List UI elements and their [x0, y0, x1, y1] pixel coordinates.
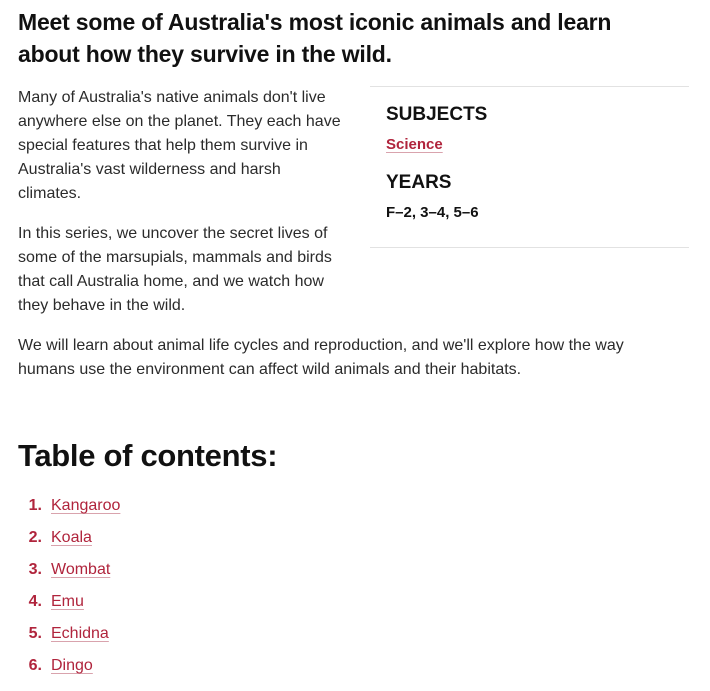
toc-number: 1. [28, 497, 42, 514]
toc-item-emu [18, 590, 120, 622]
toc-item-kangaroo [18, 494, 120, 526]
intro-column [18, 86, 348, 334]
toc-number: 3. [28, 561, 42, 578]
page-headline: Meet some of Australia's most iconic animals and learn about how they survive in the wild. [18, 9, 612, 67]
toc-link-emu[interactable]: Emu [51, 593, 84, 610]
toc-list [18, 494, 120, 686]
toc-item-dingo [18, 654, 120, 686]
intro-paragraph-2: In this series, we uncover the secret lives of some of the marsupials, mammals and birds that call Australia home, and we watch how they behave in the wild. [18, 225, 332, 314]
toc-item-wombat [18, 558, 120, 590]
toc-item-echidna [18, 622, 120, 654]
toc-link-dingo[interactable]: Dingo [51, 657, 93, 674]
subject-link-science[interactable]: Science [386, 136, 443, 153]
intro-paragraph-3: We will learn about animal life cycles and reproduction, and we'll explore how the way humans use the environment can affect wild animals and their habitats. [18, 337, 624, 378]
intro-paragraph-1: Many of Australia's native animals don't live anywhere else on the planet. They each have special features that help them survive in Australia's vast wilderness and harsh climates. [18, 89, 341, 202]
toc-link-wombat[interactable]: Wombat [51, 561, 111, 578]
years-value: F–2, 3–4, 5–6 [386, 204, 479, 221]
subjects-heading: SUBJECTS [386, 104, 488, 125]
years-heading: YEARS [386, 172, 452, 193]
toc-number: 2. [28, 529, 42, 546]
toc-number: 4. [28, 593, 42, 610]
toc-number: 5. [28, 625, 42, 642]
toc-title: Table of contents: [18, 438, 278, 473]
toc-item-koala [18, 526, 120, 558]
toc-link-kangaroo[interactable]: Kangaroo [51, 497, 121, 514]
toc-number: 6. [28, 657, 42, 674]
toc-link-koala[interactable]: Koala [51, 529, 92, 546]
toc-link-echidna[interactable]: Echidna [51, 625, 109, 642]
series-info-box [370, 86, 689, 248]
